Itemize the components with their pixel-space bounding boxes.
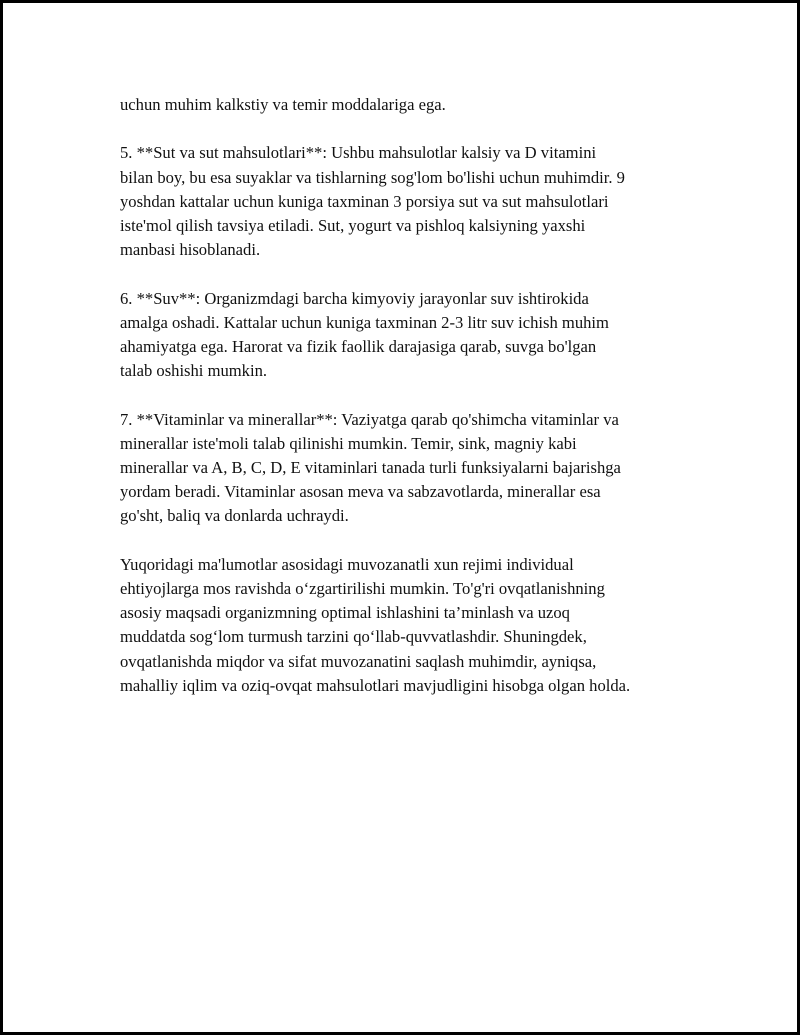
text-line: minerallar va A, B, C, D, E vitaminlari tanada turli funksiyalarni bajarishga bbox=[120, 458, 621, 477]
text-line: amalga oshadi. Kattalar uchun kuniga taxminan 2-3 litr suv ichish muhim bbox=[120, 312, 609, 332]
text-line: manbasi hisoblanadi. bbox=[120, 240, 261, 260]
text-line: 6. **Suv**: Organizmdagi barcha kimyoviy jarayonlar suv ishtirokida bbox=[120, 288, 589, 308]
text-line: talab oshishi mumkin. bbox=[120, 361, 268, 381]
text-line: Yuqoridagi ma'lumotlar asosidagi muvozanatli xun rejimi individual bbox=[120, 554, 574, 574]
text-line: iste'mol qilish tavsiya etiladi. Sut, yogurt va pishloq kalsiyning yaxshi bbox=[120, 216, 586, 235]
text-line: uchun muhim kalkstiy va temir moddalariga ega. bbox=[120, 95, 446, 114]
text-line: bilan boy, bu esa suyaklar va tishlarning sog'lom bo'lishi uchun muhimdir. 9 bbox=[120, 167, 625, 187]
text-line: yoshdan kattalar uchun kuniga taxminan 3 porsiya sut va sut mahsulotlari bbox=[120, 191, 609, 211]
paragraph-conclusion bbox=[120, 553, 700, 698]
text-line: go'sht, baliq va donlarda uchraydi. bbox=[120, 506, 349, 526]
paragraph-continuation bbox=[120, 93, 700, 117]
paragraph-dairy bbox=[120, 141, 700, 262]
text-line: 5. **Sut va sut mahsulotlari**: Ushbu mahsulotlar kalsiy va D vitamini bbox=[120, 143, 597, 163]
paragraph-vitamins bbox=[120, 408, 700, 529]
document-body bbox=[120, 93, 700, 722]
text-line: asosiy maqsadi organizmning optimal ishlashini ta’minlash va uzoq bbox=[120, 603, 570, 623]
text-line: ovqatlanishda miqdor va sifat muvozanatini saqlash muhimdir, ayniqsa, bbox=[120, 651, 597, 671]
text-line: 7. **Vitaminlar va minerallar**: Vaziyatga qarab qo'shimcha vitaminlar va bbox=[120, 409, 619, 429]
text-line: minerallar iste'moli talab qilinishi mumkin. Temir, sink, magniy kabi bbox=[120, 433, 577, 453]
text-line: mahalliy iqlim va oziq-ovqat mahsulotlari mavjudligini hisobga olgan holda. bbox=[120, 675, 631, 695]
text-line: ehtiyojlarga mos ravishda o‘zgartirilishi mumkin. To'g'ri ovqatlanishning bbox=[120, 579, 605, 598]
text-line: yordam beradi. Vitaminlar asosan meva va sabzavotlarda, minerallar esa bbox=[120, 482, 601, 502]
paragraph-water bbox=[120, 287, 700, 384]
text-line: ahamiyatga ega. Harorat va fizik faollik darajasiga qarab, suvga bo'lgan bbox=[120, 337, 597, 356]
text-line: muddatda sog‘lom turmush tarzini qo‘llab-quvvatlashdir. Shuningdek, bbox=[120, 627, 587, 647]
